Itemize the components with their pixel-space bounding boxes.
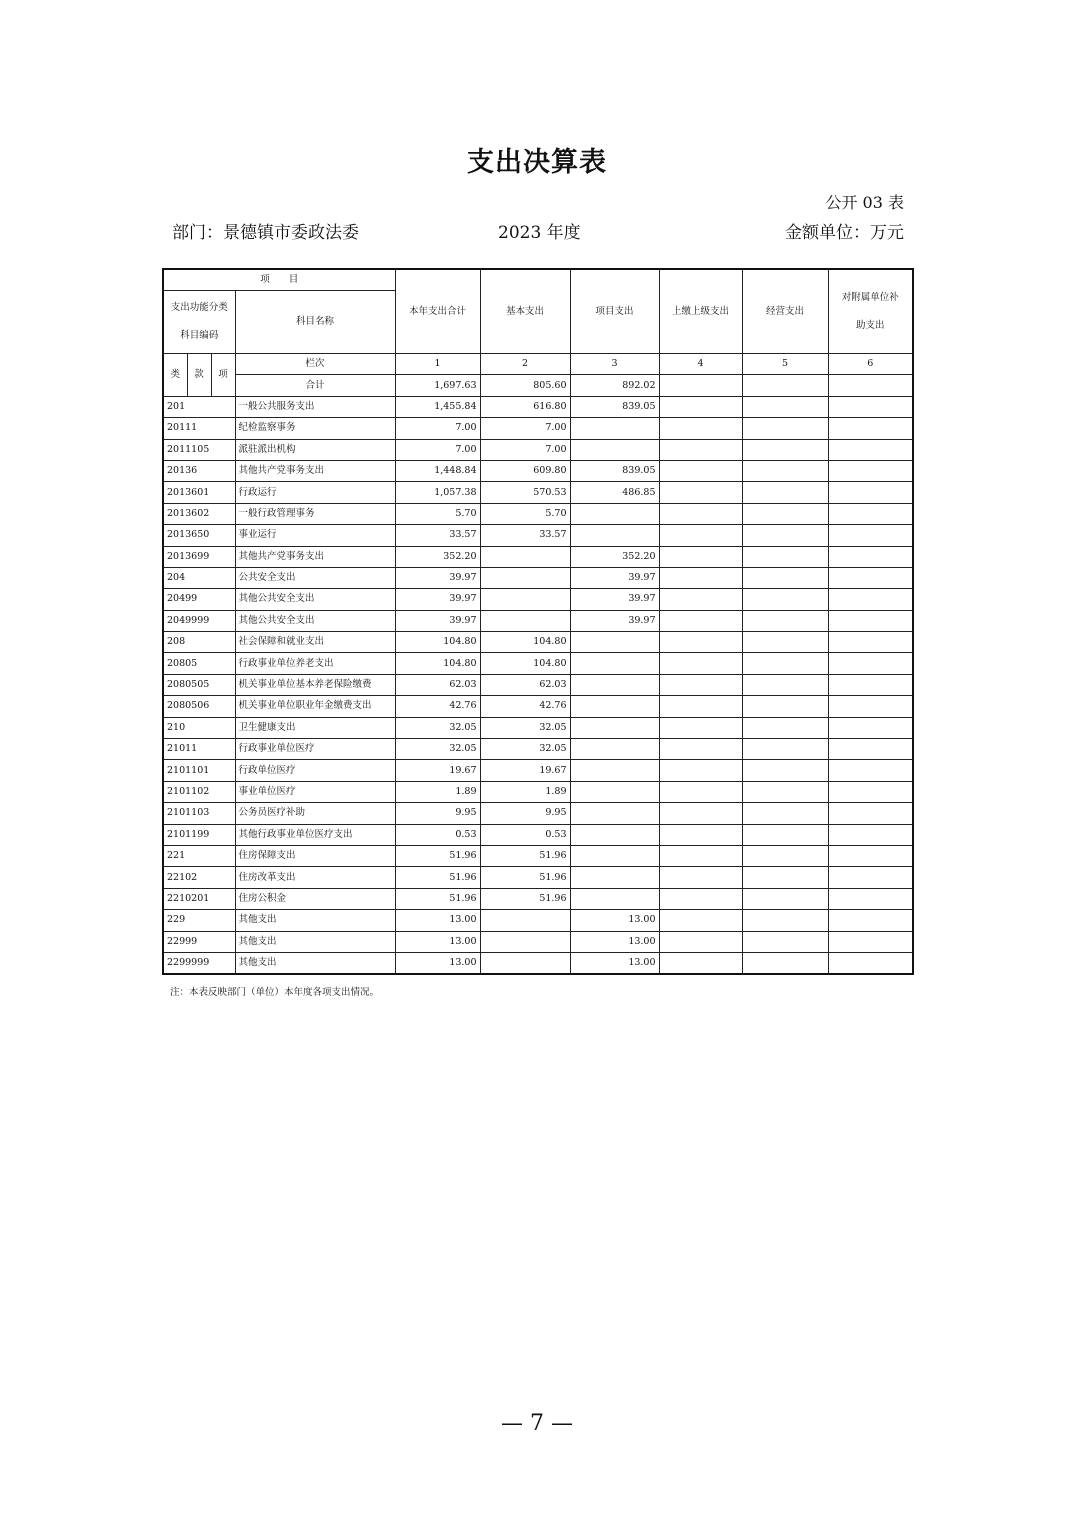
row-value [659,717,742,738]
table-row [163,525,913,546]
row-value: 616.80 [480,396,570,417]
row-value: 51.96 [480,867,570,888]
row-value [742,589,828,610]
table-row [163,931,913,952]
header-row-label: 栏次 [235,354,395,375]
row-value [659,888,742,909]
row-value [828,525,913,546]
header-item: 项 目 [163,269,395,291]
row-value [742,567,828,588]
row-value [570,439,659,460]
header-lei: 类 [163,354,187,397]
row-value [828,632,913,653]
row-value [742,546,828,567]
header-func-class: 支出功能分类科目编码 [163,291,235,354]
row-value [659,803,742,824]
row-value: 51.96 [480,888,570,909]
row-value [828,696,913,717]
department-label: 部门：景德镇市委政法委 [172,223,359,243]
row-value: 32.05 [480,717,570,738]
row-value [742,610,828,631]
amount-unit: 金额单位：万元 [785,223,904,243]
row-value: 570.53 [480,482,570,503]
row-name: 机关事业单位基本养老保险缴费 [235,674,395,695]
header-subject-name: 科目名称 [235,291,395,354]
row-code: 221 [163,845,235,866]
row-value [480,952,570,974]
table-row [163,396,913,417]
row-value [742,803,828,824]
row-name: 公共安全支出 [235,567,395,588]
row-value [570,781,659,802]
header-col-2: 基本支出 [480,269,570,354]
row-value [828,717,913,738]
row-name: 行政运行 [235,482,395,503]
row-value: 39.97 [570,567,659,588]
row-value [570,824,659,845]
row-name: 机关事业单位职业年金缴费支出 [235,696,395,717]
row-value: 104.80 [395,632,480,653]
row-value: 51.96 [395,845,480,866]
row-value [659,952,742,974]
expenditure-table [162,268,914,975]
header-kuan: 款 [187,354,211,397]
row-value [742,439,828,460]
row-value: 5.70 [480,503,570,524]
row-value [742,396,828,417]
row-value [828,674,913,695]
row-value [742,717,828,738]
row-code: 229 [163,910,235,931]
row-value [742,525,828,546]
row-value [828,418,913,439]
row-value [659,632,742,653]
row-name: 公务员医疗补助 [235,803,395,824]
row-value [659,418,742,439]
row-value [570,760,659,781]
row-value: 1.89 [480,781,570,802]
row-value [570,845,659,866]
row-value [659,525,742,546]
row-value [480,910,570,931]
row-value [828,567,913,588]
row-code: 2101101 [163,760,235,781]
row-value [828,867,913,888]
row-code: 2101103 [163,803,235,824]
row-value [659,460,742,481]
table-row [163,503,913,524]
row-code: 2013602 [163,503,235,524]
row-value [742,632,828,653]
row-value: 32.05 [480,739,570,760]
row-value: 13.00 [570,931,659,952]
row-code: 21011 [163,739,235,760]
page-title: 支出决算表 [467,147,607,178]
table-row [163,781,913,802]
header-xiang: 项 [211,354,235,397]
row-value: 32.05 [395,739,480,760]
row-value: 104.80 [480,632,570,653]
row-value [742,867,828,888]
row-value: 839.05 [570,460,659,481]
table-row [163,845,913,866]
row-value [828,931,913,952]
total-label: 合计 [235,375,395,396]
row-value: 7.00 [480,418,570,439]
row-value [480,589,570,610]
row-value: 609.80 [480,460,570,481]
row-value [570,803,659,824]
row-value [659,503,742,524]
row-value [659,910,742,931]
row-value: 19.67 [480,760,570,781]
row-value: 7.00 [480,439,570,460]
row-value: 0.53 [480,824,570,845]
row-value [742,696,828,717]
table-note: 注：本表反映部门（单位）本年度各项支出情况。 [170,987,380,998]
row-name: 行政事业单位养老支出 [235,653,395,674]
row-value [570,888,659,909]
row-value [570,632,659,653]
row-value: 51.96 [395,888,480,909]
row-value: 9.95 [480,803,570,824]
page-number: — 7 — [501,1411,573,1436]
row-value: 13.00 [570,910,659,931]
table-row [163,803,913,824]
total-value [742,375,828,396]
row-code: 2101102 [163,781,235,802]
table-row [163,589,913,610]
row-value: 0.53 [395,824,480,845]
table-row [163,567,913,588]
col-num-3: 3 [570,354,659,375]
row-value: 33.57 [395,525,480,546]
row-value [828,546,913,567]
row-value [742,418,828,439]
total-value: 1,697.63 [395,375,480,396]
table-row [163,610,913,631]
table-row [163,910,913,931]
row-value: 32.05 [395,717,480,738]
fiscal-year: 2023 年度 [498,223,581,243]
total-value: 805.60 [480,375,570,396]
row-value: 42.76 [395,696,480,717]
row-name: 住房改革支出 [235,867,395,888]
row-value [659,760,742,781]
row-value [659,867,742,888]
row-code: 210 [163,717,235,738]
row-value [570,867,659,888]
row-value [828,910,913,931]
row-value [570,674,659,695]
row-value: 51.96 [480,845,570,866]
row-value: 42.76 [480,696,570,717]
row-value [659,610,742,631]
row-code: 208 [163,632,235,653]
row-value [828,653,913,674]
row-value: 352.20 [570,546,659,567]
row-code: 2101199 [163,824,235,845]
row-value [659,739,742,760]
row-value [659,696,742,717]
col-num-6: 6 [828,354,913,375]
row-value [742,503,828,524]
col-num-1: 1 [395,354,480,375]
row-code: 204 [163,567,235,588]
row-value: 62.03 [480,674,570,695]
row-name: 派驻派出机构 [235,439,395,460]
row-value [742,760,828,781]
row-name: 行政单位医疗 [235,760,395,781]
row-name: 其他行政事业单位医疗支出 [235,824,395,845]
row-value [742,781,828,802]
row-value: 51.96 [395,867,480,888]
row-code: 2011105 [163,439,235,460]
row-name: 社会保障和就业支出 [235,632,395,653]
row-value: 13.00 [395,910,480,931]
col-num-2: 2 [480,354,570,375]
table-row [163,696,913,717]
row-value [828,610,913,631]
total-value [659,375,742,396]
table-row [163,824,913,845]
row-value [828,460,913,481]
row-value [659,546,742,567]
row-value [828,739,913,760]
table-row [163,739,913,760]
row-value: 13.00 [570,952,659,974]
table-row [163,867,913,888]
row-value [828,503,913,524]
row-value [659,396,742,417]
row-value: 352.20 [395,546,480,567]
row-value: 33.57 [480,525,570,546]
row-value [659,653,742,674]
row-value [659,567,742,588]
row-code: 201 [163,396,235,417]
row-value [828,888,913,909]
row-name: 行政事业单位医疗 [235,739,395,760]
row-name: 住房公积金 [235,888,395,909]
row-value: 13.00 [395,931,480,952]
row-value [742,824,828,845]
row-code: 2013650 [163,525,235,546]
row-value [742,482,828,503]
row-code: 2013601 [163,482,235,503]
row-code: 2080506 [163,696,235,717]
row-value [570,717,659,738]
row-value: 13.00 [395,952,480,974]
table-row [163,674,913,695]
row-value [742,952,828,974]
table-row [163,632,913,653]
row-value [659,824,742,845]
row-name: 其他共产党事务支出 [235,460,395,481]
table-row [163,760,913,781]
row-value [659,781,742,802]
row-value [480,546,570,567]
row-name: 其他公共安全支出 [235,589,395,610]
row-value: 39.97 [395,589,480,610]
row-value [742,739,828,760]
row-value [828,396,913,417]
row-code: 2049999 [163,610,235,631]
row-name: 其他支出 [235,952,395,974]
row-code: 2080505 [163,674,235,695]
col-num-5: 5 [742,354,828,375]
row-value [828,824,913,845]
row-value [570,525,659,546]
row-name: 事业单位医疗 [235,781,395,802]
row-value [659,931,742,952]
table-row [163,653,913,674]
row-value [828,845,913,866]
row-value [742,653,828,674]
row-value [742,888,828,909]
row-value [659,439,742,460]
row-value [742,910,828,931]
row-name: 住房保障支出 [235,845,395,866]
row-value: 1,455.84 [395,396,480,417]
header-col-5: 经营支出 [742,269,828,354]
table-row [163,952,913,974]
row-value [570,696,659,717]
row-value [742,931,828,952]
table-row [163,418,913,439]
row-value: 104.80 [395,653,480,674]
row-value [480,931,570,952]
row-value [828,439,913,460]
row-value: 39.97 [395,567,480,588]
row-code: 20499 [163,589,235,610]
row-value [659,674,742,695]
row-value: 7.00 [395,439,480,460]
row-code: 2013699 [163,546,235,567]
row-code: 20111 [163,418,235,439]
row-code: 2299999 [163,952,235,974]
header-col-4: 上缴上级支出 [659,269,742,354]
row-value [480,567,570,588]
row-code: 22102 [163,867,235,888]
row-code: 2210201 [163,888,235,909]
row-name: 事业运行 [235,525,395,546]
table-row [163,482,913,503]
row-value [570,503,659,524]
table-code: 公开 03 表 [825,193,904,212]
row-value: 1,448.84 [395,460,480,481]
header-col-3: 项目支出 [570,269,659,354]
row-name: 卫生健康支出 [235,717,395,738]
row-value [828,589,913,610]
row-code: 20805 [163,653,235,674]
row-value: 1.89 [395,781,480,802]
row-value: 62.03 [395,674,480,695]
row-value: 19.67 [395,760,480,781]
row-value: 39.97 [570,610,659,631]
row-value [659,482,742,503]
header-col-1: 本年支出合计 [395,269,480,354]
row-code: 22999 [163,931,235,952]
row-value [570,739,659,760]
row-value [659,845,742,866]
table-row [163,888,913,909]
row-value: 39.97 [395,610,480,631]
row-code: 20136 [163,460,235,481]
row-name: 其他共产党事务支出 [235,546,395,567]
col-num-4: 4 [659,354,742,375]
row-name: 其他支出 [235,931,395,952]
row-value [570,653,659,674]
table-row [163,439,913,460]
row-value: 486.85 [570,482,659,503]
header-col-6: 对附属单位补助支出 [828,269,913,354]
row-name: 一般行政管理事务 [235,503,395,524]
row-value: 839.05 [570,396,659,417]
row-value [742,674,828,695]
total-value [828,375,913,396]
row-name: 纪检监察事务 [235,418,395,439]
row-value [742,460,828,481]
row-name: 其他支出 [235,910,395,931]
table-row [163,717,913,738]
table-row [163,546,913,567]
row-value: 39.97 [570,589,659,610]
row-value: 9.95 [395,803,480,824]
row-value: 7.00 [395,418,480,439]
row-name: 一般公共服务支出 [235,396,395,417]
row-name: 其他公共安全支出 [235,610,395,631]
row-value: 1,057.38 [395,482,480,503]
row-value [570,418,659,439]
row-value: 5.70 [395,503,480,524]
table-row [163,460,913,481]
total-value: 892.02 [570,375,659,396]
row-value: 104.80 [480,653,570,674]
row-value [828,803,913,824]
row-value [480,610,570,631]
row-value [659,589,742,610]
row-value [828,781,913,802]
row-value [828,482,913,503]
row-value [828,760,913,781]
row-value [828,952,913,974]
row-value [742,845,828,866]
